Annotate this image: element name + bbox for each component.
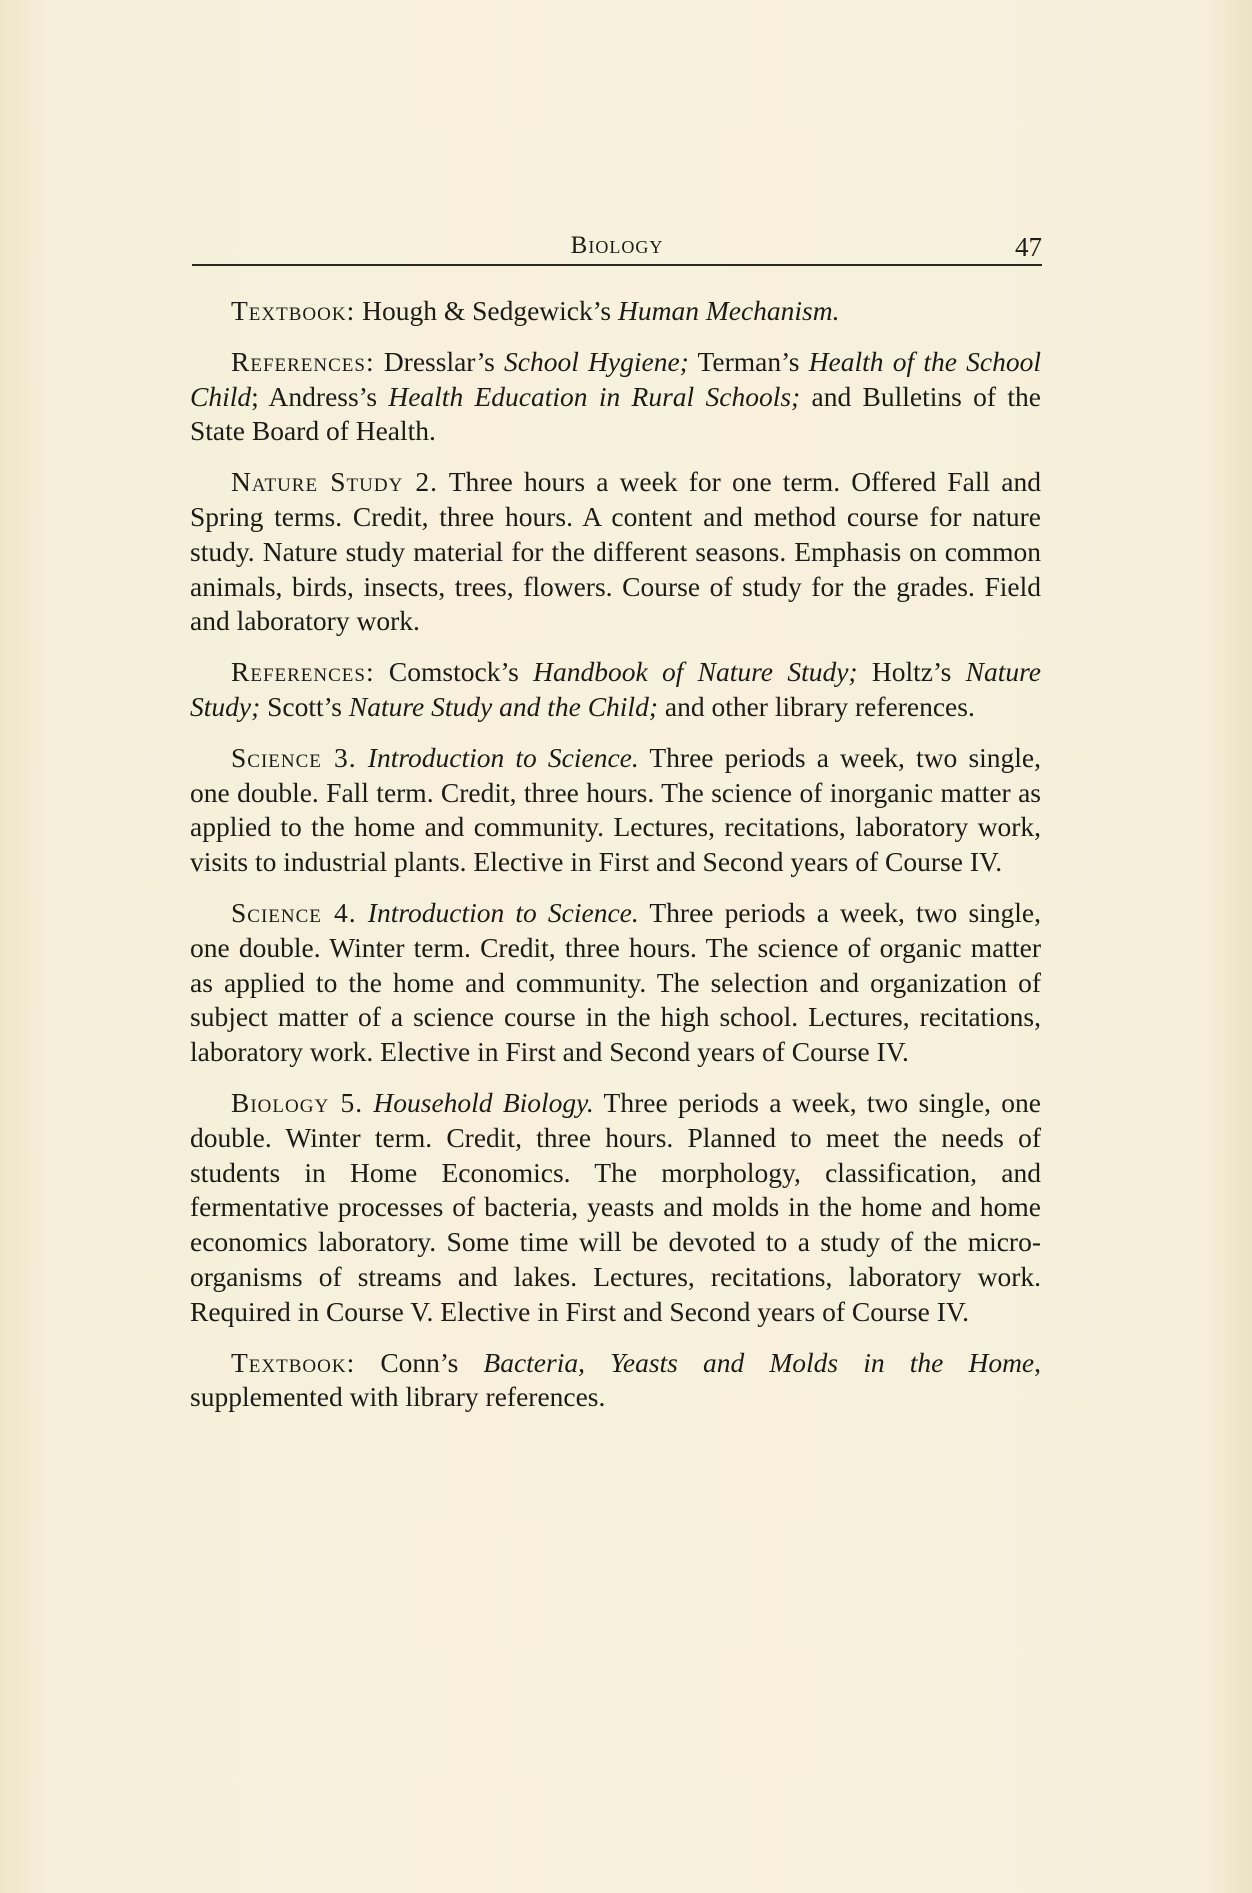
italic-title: Introduction to Science. [367,741,639,773]
italic-title: Introduction to Science. [367,896,639,928]
paragraph-references-2 [190,655,1041,725]
paragraph-lead: Textbook: [231,1346,356,1378]
italic-title: Human Mechanism. [617,295,840,326]
text-run [357,742,368,773]
text-run [363,1087,373,1118]
paragraph-lead: Nature Study 2. [231,466,439,498]
italic-title: Health of the School Child [190,345,1041,412]
text-run: Comstock’s [374,656,534,688]
italic-title: School Hygiene; [504,345,689,377]
text-run: Conn’s [355,1346,484,1378]
paragraph-textbook-1 [190,294,1041,329]
italic-title: Nature Study and the Child; [348,690,658,722]
paragraph-lead: Science 3. [231,741,357,773]
text-run: Scott’s [260,690,349,722]
text-run: Dresslar’s [374,345,505,377]
text-run: Hough & Sedgewick’s [355,295,618,326]
running-header [192,228,1042,266]
italic-title: Household Biology. [373,1086,594,1118]
paragraph-biology-5 [190,1086,1041,1330]
text-run: and other library references. [657,690,975,722]
italic-title: Bacteria, Yeasts and Molds in the Home [483,1346,1035,1378]
text-run: Three periods a week, two single, one double. Winter term. Credit, three hours. Planned to meet the needs of students in Home Economics. The morphology, classification, and fermentative processes of bacteria, yeasts and molds in the home and home economics laboratory. Some time will be devoted to a study of the micro-organisms of streams and lakes. Lectures, recitations, laboratory work. Required in Course V. Elective in First and Second years of Course IV. [190,1086,1042,1327]
italic-title: Health Education in Rural Schools; [388,380,801,412]
text-run [357,897,368,928]
paragraph-lead: References: [231,345,375,377]
italic-title: Nature Study; [190,656,1041,722]
paragraph-lead: Science 4. [231,896,357,928]
paragraph-lead: Biology 5. [231,1086,364,1118]
text-run: Terman’s [688,345,809,377]
text-run: and Bulletins of the State Board of Health. [190,380,1041,447]
text-run: Three periods a week, two single, one double. Fall term. Credit, three hours. The science of inorganic matter as applied to the home and community. Lectures, recitations, laboratory work, visits to industrial plants. Elective in First and Second years of Course IV. [190,741,1042,878]
paragraph-textbook-2 [190,1346,1041,1416]
paragraph-references-1 [190,345,1041,449]
running-title: Biology [570,232,664,259]
paragraph-lead: References: [231,656,375,688]
text-run: ; Andress’s [251,380,389,412]
paragraph-science-3 [190,741,1041,880]
paragraph-science-4 [190,896,1041,1070]
text-run: Three hours a week for one term. Offered Fall and Spring terms. Credit, three hours. A content and method course for nature study. Nature study material for the different seasons. Emphasis on common animals, birds, insects, trees, flowers. Course of study for the grades. Field and laboratory work. [190,466,1041,637]
text-run: Three periods a week, two single, one double. Winter term. Credit, three hours. The science of organic matter as applied to the home and community. The selection and organization of subject matter of a science course in the high school. Lectures, recitations, laboratory work. Elective in First and Second years of Course IV. [190,896,1042,1068]
italic-title: Handbook of Nature Study; [533,656,858,688]
paragraph-lead: Textbook: [231,295,356,326]
text-run: Holtz’s [857,656,966,688]
paragraph-nature-study-2 [190,465,1041,639]
page-number: 47 [1015,232,1042,262]
body-text [190,294,1041,1431]
text-run: , supplemented with library references. [190,1346,1042,1413]
